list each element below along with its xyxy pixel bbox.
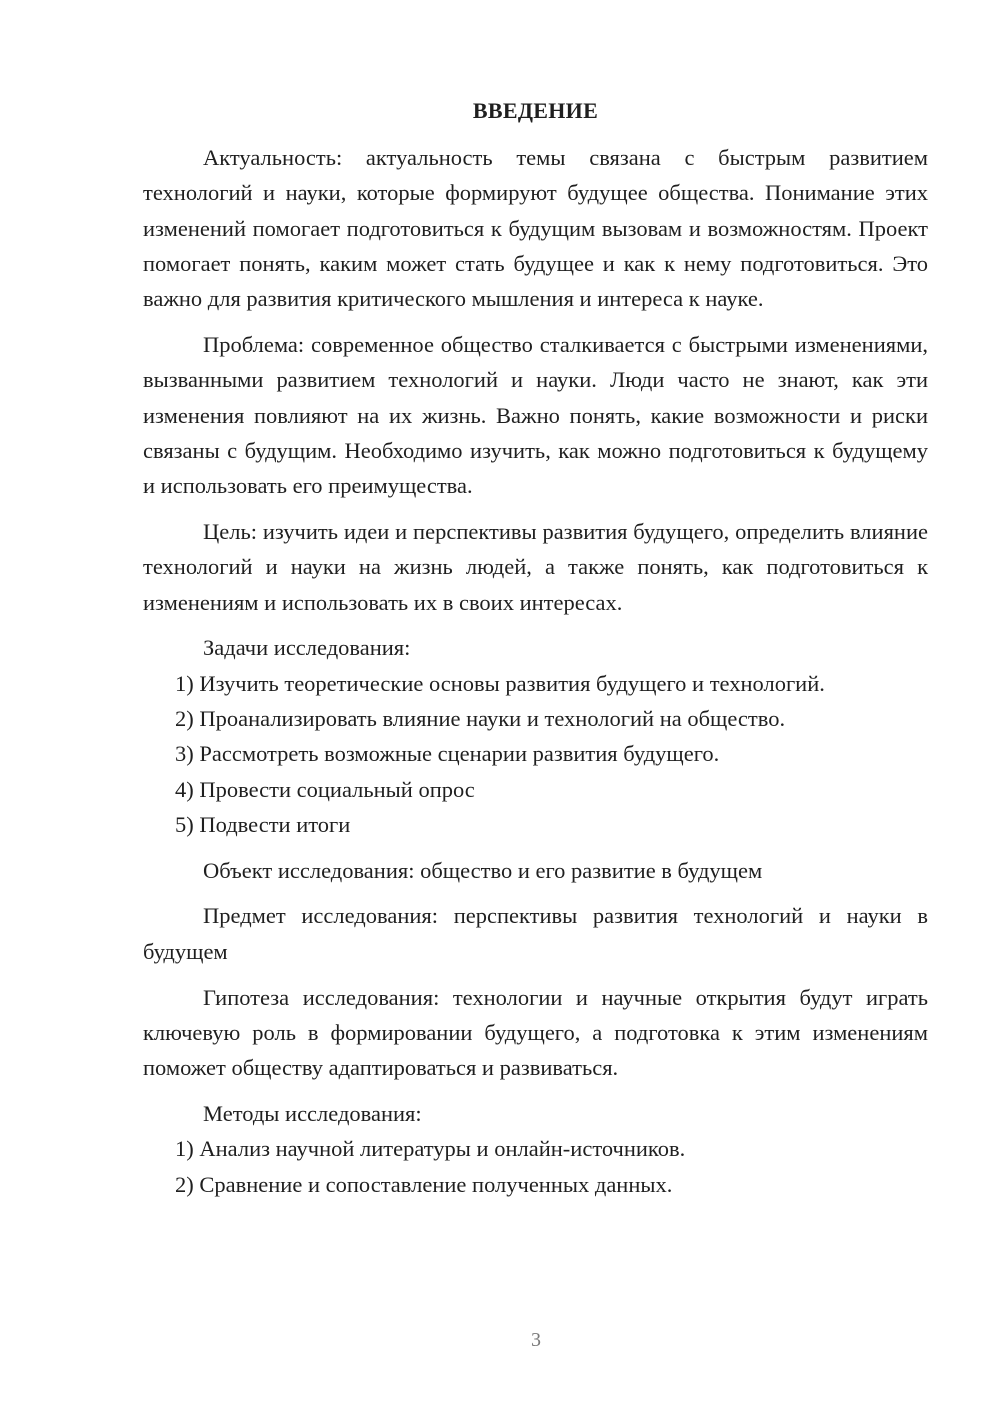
section-heading: ВВЕДЕНИЕ bbox=[472, 98, 599, 123]
tasks-title: Задачи исследования: bbox=[203, 635, 411, 661]
subject-paragraph: Предмет исследования: перспективы развития технологий и науки в будущем bbox=[143, 903, 928, 964]
goal-paragraph: Цель: изучить идеи и перспективы развития будущего, определить влияние технологий и науки на жизнь людей, а также понять, как подготовиться к изменениям и использовать их в своих интересах. bbox=[143, 518, 928, 615]
task-item-3: 3) Рассмотреть возможные сценарии развития будущего. bbox=[175, 741, 720, 767]
methods-title: Методы исследования: bbox=[203, 1100, 422, 1126]
hypothesis-paragraph: Гипотеза исследования: технологии и научные открытия будут играть ключевую роль в формировании будущего, а подготовка к этим изменениям поможет обществу адаптироваться и развиваться. bbox=[143, 984, 928, 1081]
task-item-4: 4) Провести социальный опрос bbox=[175, 776, 475, 802]
method-item-1: 1) Анализ научной литературы и онлайн-источников. bbox=[175, 1136, 686, 1162]
object-paragraph: Объект исследования: общество и его развитие в будущем bbox=[203, 857, 763, 883]
problem-paragraph: Проблема: современное общество сталкивается с быстрыми изменениями, вызванными развитием технологий и науки. Люди часто не знают, как эти изменения повлияют на их жизнь. Важно понять, какие возможности и риски связаны с будущим. Необходимо изучить, как можно подготовиться к будущему и использовать его преимущества. bbox=[143, 331, 928, 499]
page-number: 3 bbox=[531, 1329, 541, 1351]
relevance-paragraph: Актуальность: актуальность темы связана с быстрым развитием технологий и науки, которые формируют будущее общества. Понимание этих изменений помогает подготовиться к будущим вызовам и возможностям. Проект помогает понять, каким может стать будущее и как к нему подготовиться. Это важно для развития критического мышления и интереса к науке. bbox=[143, 145, 928, 312]
task-item-1: 1) Изучить теоретические основы развития будущего и технологий. bbox=[175, 670, 825, 696]
method-item-2: 2) Сравнение и сопоставление полученных данных. bbox=[175, 1171, 673, 1197]
task-item-5: 5) Подвести итоги bbox=[175, 811, 351, 837]
task-item-2: 2) Проанализировать влияние науки и технологий на общество. bbox=[175, 705, 786, 731]
document-body bbox=[143, 140, 928, 1202]
